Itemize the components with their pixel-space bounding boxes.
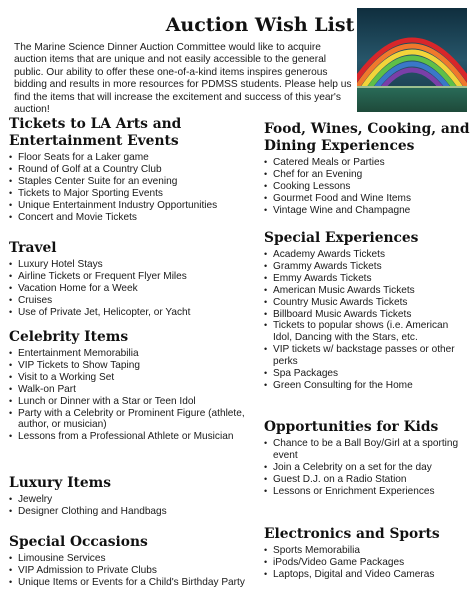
item-list: [9, 348, 247, 443]
list-item: • Cooking Lessons: [264, 181, 470, 193]
item-list: [9, 259, 247, 319]
list-item: • Chance to be a Ball Boy/Girl at a sporting event: [264, 438, 470, 462]
section-heading: Electronics and Sports: [264, 526, 440, 542]
list-item: • Visit to a Working Set: [9, 372, 247, 384]
list-item: • Academy Awards Tickets: [264, 249, 470, 261]
rainbow-photo: [357, 8, 467, 112]
list-item: • Laptops, Digital and Video Cameras: [264, 569, 470, 581]
list-item: • Spa Packages: [264, 368, 470, 380]
list-item: • Lessons or Enrichment Experiences: [264, 486, 470, 498]
list-item: • Floor Seats for a Laker game: [9, 152, 247, 164]
list-item: • Grammy Awards Tickets: [264, 261, 470, 273]
item-list: [264, 249, 470, 392]
section-food-wines: [264, 121, 470, 217]
list-item: • Sports Memorabilia: [264, 545, 470, 557]
section-heading: Special Experiences: [264, 230, 419, 246]
section-tickets: [9, 116, 247, 223]
section-heading: Tickets to LA Arts and Entertainment Events: [9, 116, 182, 149]
item-list: [264, 157, 470, 217]
list-item: • Use of Private Jet, Helicopter, or Yacht: [9, 307, 247, 319]
list-item: • Limousine Services: [9, 553, 247, 565]
list-item: • Gourmet Food and Wine Items: [264, 193, 470, 205]
list-item: • Cruises: [9, 295, 247, 307]
list-item: • Chef for an Evening: [264, 169, 470, 181]
section-electronics-sports: [264, 526, 470, 581]
list-item: • Entertainment Memorabilia: [9, 348, 247, 360]
list-item: • VIP Tickets to Show Taping: [9, 360, 247, 372]
list-item: • Concert and Movie Tickets: [9, 212, 247, 224]
list-item: • Lunch or Dinner with a Star or Teen Idol: [9, 396, 247, 408]
list-item: • Walk-on Part: [9, 384, 247, 396]
list-item: • Lessons from a Professional Athlete or Musician: [9, 431, 247, 443]
list-item: • Vintage Wine and Champagne: [264, 205, 470, 217]
item-list: [9, 553, 247, 589]
intro-paragraph: The Marine Science Dinner Auction Committee would like to acquire auction items that are unique and not easily accessible to the general public. Our ability to offer these one-of-a-kind items inspires generous bidding and results in more resources for PDMSS students. Please help us find the items that will increase the excitement and success of this year's auction!: [14, 42, 352, 116]
list-item: • Catered Meals or Parties: [264, 157, 470, 169]
list-item: • Airline Tickets or Frequent Flyer Miles: [9, 271, 247, 283]
list-item: • Designer Clothing and Handbags: [9, 506, 247, 518]
section-heading: Luxury Items: [9, 475, 112, 491]
section-opportunities-kids: [264, 419, 470, 498]
section-heading: Special Occasions: [9, 534, 148, 550]
section-heading: Opportunities for Kids: [264, 419, 439, 435]
section-luxury-items: [9, 475, 247, 518]
list-item: • American Music Awards Tickets: [264, 285, 470, 297]
page-title: Auction Wish List: [165, 14, 355, 36]
list-item: • VIP tickets w/ backstage passes or other perks: [264, 344, 470, 368]
section-special-occasions: [9, 534, 247, 589]
list-item: • Unique Entertainment Industry Opportunities: [9, 200, 247, 212]
list-item: • VIP Admission to Private Clubs: [9, 565, 247, 577]
list-item: • Guest D.J. on a Radio Station: [264, 474, 470, 486]
item-list: [9, 494, 247, 518]
list-item: • Jewelry: [9, 494, 247, 506]
list-item: • Round of Golf at a Country Club: [9, 164, 247, 176]
list-item: • Staples Center Suite for an evening: [9, 176, 247, 188]
list-item: • Tickets to popular shows (i.e. American Idol, Dancing with the Stars, etc.: [264, 320, 470, 344]
list-item: • Party with a Celebrity or Prominent Figure (athlete, author, or musician): [9, 408, 247, 432]
item-list: [9, 152, 247, 223]
list-item: • Country Music Awards Tickets: [264, 297, 470, 309]
section-special-experiences: [264, 230, 470, 392]
section-celebrity-items: [9, 329, 247, 443]
section-heading: Food, Wines, Cooking, and Dining Experiences: [264, 121, 470, 154]
list-item: • iPods/Video Game Packages: [264, 557, 470, 569]
list-item: • Vacation Home for a Week: [9, 283, 247, 295]
list-item: • Unique Items or Events for a Child's Birthday Party: [9, 577, 247, 589]
rainbow-image: [357, 8, 467, 112]
list-item: • Green Consulting for the Home: [264, 380, 470, 392]
list-item: • Tickets to Major Sporting Events: [9, 188, 247, 200]
list-item: • Join a Celebrity on a set for the day: [264, 462, 470, 474]
section-travel: [9, 240, 247, 319]
item-list: [264, 545, 470, 581]
list-item: • Emmy Awards Tickets: [264, 273, 470, 285]
item-list: [264, 438, 470, 498]
list-item: • Luxury Hotel Stays: [9, 259, 247, 271]
section-heading: Travel: [9, 240, 57, 256]
list-item: • Billboard Music Awards Tickets: [264, 309, 470, 321]
section-heading: Celebrity Items: [9, 329, 129, 345]
